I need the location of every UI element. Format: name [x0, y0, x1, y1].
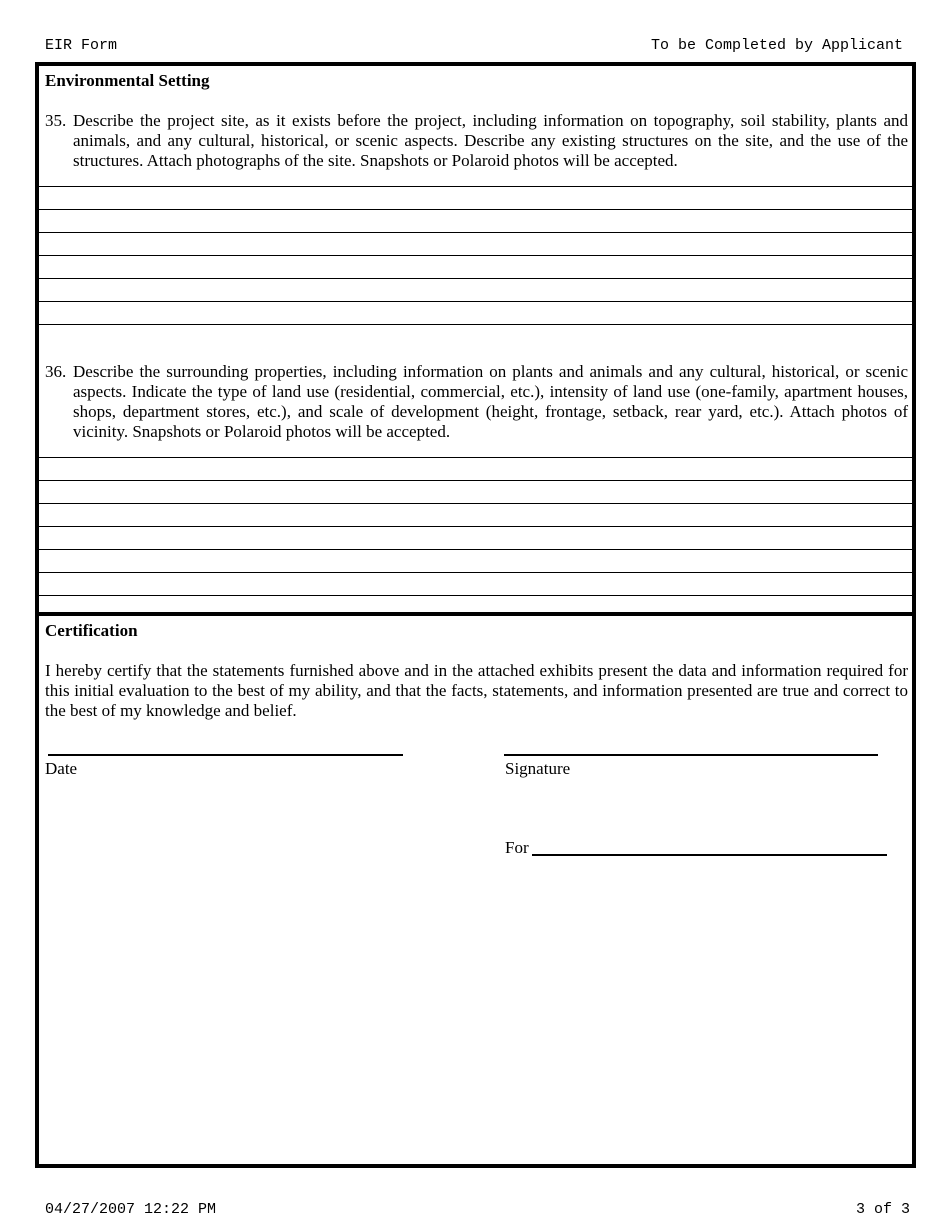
question-35: [45, 111, 908, 171]
answer-line[interactable]: [39, 255, 912, 256]
for-line[interactable]: [532, 854, 887, 856]
answer-line[interactable]: [39, 324, 912, 325]
answer-line[interactable]: [39, 186, 912, 187]
footer-page-number: 3 of 3: [855, 1201, 910, 1218]
answer-line[interactable]: [39, 301, 912, 302]
answer-line[interactable]: [39, 278, 912, 279]
answer-line[interactable]: [39, 503, 912, 504]
question-36: [45, 362, 908, 442]
date-line[interactable]: [48, 754, 403, 756]
form-frame: [35, 62, 916, 1168]
footer-timestamp: 04/27/2007 12:22 PM: [45, 1201, 217, 1218]
environmental-setting-title: Environmental Setting: [45, 71, 210, 90]
section-divider: [39, 612, 912, 616]
answer-line[interactable]: [39, 526, 912, 527]
answer-line[interactable]: [39, 549, 912, 550]
answer-line[interactable]: [39, 595, 912, 596]
form-name: EIR Form: [45, 37, 118, 54]
answer-line[interactable]: [39, 232, 912, 233]
answer-line[interactable]: [39, 457, 912, 458]
question-35-text: Describe the project site, as it exists before the project, including information on topography, soil stability, plants and animals, and any cultural, historical, or scenic aspects. Describe any existing structures on the site, and the use of the structures. Attach photographs of the site. Snapshots or Polaroid photos will be accepted.: [73, 111, 908, 170]
certification-title: Certification: [45, 621, 138, 640]
question-36-text: Describe the surrounding properties, including information on plants and animals and any cultural, historical, or scenic aspects. Indicate the type of land use (residential, commercial, etc.), intensity of land use (one-family, apartment houses, shops, department stores, etc.), and scale of development (height, frontage, setback, rear yard, etc.). Attach photos of vicinity. Snapshots or Polaroid photos will be accepted.: [73, 362, 908, 441]
certification-statement: I hereby certify that the statements furnished above and in the attached exhibits present the data and information required for this initial evaluation to the best of my ability, and that the facts, statements, and information presented are true and correct to the best of my knowledge and belief.: [45, 661, 908, 720]
question-35-number: 35.: [45, 111, 67, 130]
answer-line[interactable]: [39, 209, 912, 210]
date-label: Date: [45, 759, 78, 778]
signature-label: Signature: [505, 759, 571, 778]
for-label: For: [505, 838, 529, 857]
answer-line[interactable]: [39, 572, 912, 573]
question-36-number: 36.: [45, 362, 67, 381]
signature-line[interactable]: [504, 754, 878, 756]
form-instruction: To be Completed by Applicant: [650, 37, 903, 54]
answer-line[interactable]: [39, 480, 912, 481]
